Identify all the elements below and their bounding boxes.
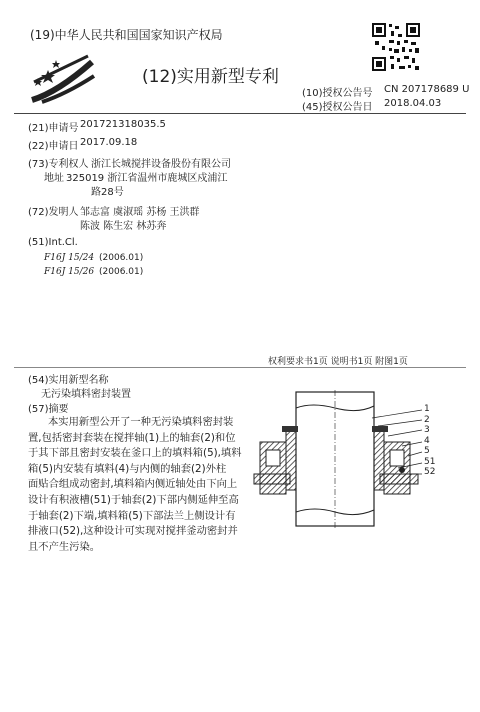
inventors-label: (72)发明人 xyxy=(28,207,79,218)
utility-title: 无污染填料密封装置 xyxy=(41,389,131,400)
class2-code: F16J 15/26 xyxy=(44,267,95,277)
abstract-text xyxy=(28,415,242,555)
office-name: (19)中华人民共和国国家知识产权局 xyxy=(30,28,223,42)
filing-label: (22)申请日 xyxy=(28,141,79,152)
seal-drawing xyxy=(252,390,452,530)
abstract-line: 本实用新型公开了一种无污染填料密封装 xyxy=(48,416,234,428)
address-line-2: 路28号 xyxy=(91,187,124,198)
abstract-line: 设计有积液槽(51)于轴套(2)下部内侧延伸至高 xyxy=(28,493,239,506)
app-no: 201721318035.5 xyxy=(80,119,166,130)
class2-year: (2006.01) xyxy=(99,267,144,277)
qr-code-icon xyxy=(371,22,421,72)
doc-type-title: (12)实用新型专利 xyxy=(142,67,279,87)
middle-rule xyxy=(14,367,466,368)
figure-label: 2 xyxy=(424,414,430,425)
figure-label: 1 xyxy=(424,404,430,414)
figure-label: 52 xyxy=(424,467,436,477)
inventors-line-2: 陈波 陈生宏 林苏奔 xyxy=(80,221,167,232)
title-label: (54)实用新型名称 xyxy=(28,375,109,386)
header-rule xyxy=(14,113,466,114)
grant-date-label: (45)授权公告日 xyxy=(302,102,373,113)
grant-no-label: (10)授权公告号 xyxy=(302,88,373,99)
abstract-line: 于轴套(2)下端,填料箱(5)下部法兰上侧设计有 xyxy=(28,509,236,522)
patentee-label: (73)专利权人 xyxy=(28,159,89,170)
abstract-line: 置,包括密封套装在搅拌轴(1)上的轴套(2)和位 xyxy=(28,431,236,444)
figure-label: 5 xyxy=(424,446,430,456)
abstract-line: 箱(5)内安装有填料(4)与内侧的轴套(2)外柱 xyxy=(28,462,227,475)
intcl-label: (51)Int.Cl. xyxy=(28,237,78,248)
figure-label: 4 xyxy=(424,435,430,446)
pages-note: 权利要求书1页 说明书1页 附图1页 xyxy=(268,357,408,367)
grant-no: CN 207178689 U xyxy=(384,84,470,95)
address-label: 地址 xyxy=(44,173,64,184)
filing-date: 2017.09.18 xyxy=(80,137,138,148)
inventors-line-1: 邹志富 虞淑瑶 苏杨 王洪群 xyxy=(80,207,200,218)
app-no-label: (21)申请号 xyxy=(28,123,79,134)
abstract-line: 于其下部且密封安装在釜口上的填料箱(5),填料 xyxy=(28,447,242,460)
figure-label: 3 xyxy=(424,425,430,435)
abstract-line: 面贴合组成动密封,填料箱内侧近轴处由下向上 xyxy=(28,478,238,491)
abstract-line: 且不产生污染。 xyxy=(28,540,101,553)
class1-code: F16J 15/24 xyxy=(44,253,95,263)
cnipa-emblem-icon xyxy=(28,52,98,106)
figure-label-list xyxy=(424,404,435,478)
patentee: 浙江长城搅拌设备股份有限公司 xyxy=(91,159,231,170)
figure-label: 51 xyxy=(424,456,436,467)
abstract-line: 排液口(52),这种设计可实现对搅拌釜动密封并 xyxy=(28,525,238,538)
grant-date: 2018.04.03 xyxy=(384,98,442,109)
class1-year: (2006.01) xyxy=(99,253,144,263)
abstract-label: (57)摘要 xyxy=(28,404,69,415)
address-line-1: 325019 浙江省温州市鹿城区戍浦江 xyxy=(66,173,228,184)
